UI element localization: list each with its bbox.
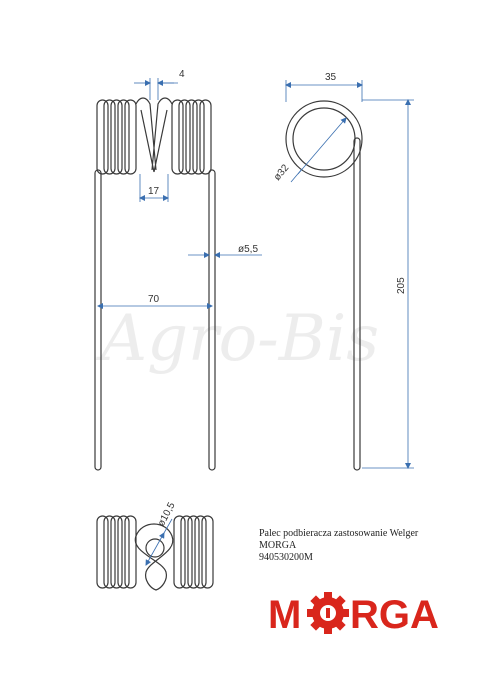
side-view: [286, 101, 362, 470]
top-right-coil: [174, 516, 213, 588]
dim-span-label: 70: [148, 294, 160, 305]
top-view: [97, 516, 213, 590]
caption-part-number: 940530200M: [259, 552, 313, 563]
gear-icon: [307, 592, 349, 634]
caption: [259, 528, 418, 564]
left-coil: [97, 100, 136, 174]
dim-coil-width-label: 17: [148, 186, 160, 197]
dim-wire-label: ø5,5: [238, 244, 259, 255]
watermark: Agro-Bis: [100, 302, 380, 376]
dim-eye-label: ø10,5: [155, 500, 178, 529]
center-loop: [136, 98, 172, 172]
dim-gap-label: 4: [179, 69, 185, 80]
logo-letter-m: M: [268, 593, 302, 636]
front-view: [95, 98, 215, 470]
morga-logo: [268, 590, 468, 636]
dim-loop-diameter-label: ø32: [271, 162, 292, 183]
side-dimensions: [286, 80, 414, 468]
top-left-coil: [97, 516, 136, 588]
right-coil: [172, 100, 211, 174]
dim-height-label: 205: [396, 277, 407, 294]
caption-title: Palec podbieracza zastosowanie Welger: [259, 528, 419, 539]
dim-loop-width-label: 35: [325, 72, 337, 83]
logo-letters-rga: RGA: [350, 593, 439, 636]
caption-brand: MORGA: [259, 540, 297, 551]
top-eye: [146, 539, 164, 557]
